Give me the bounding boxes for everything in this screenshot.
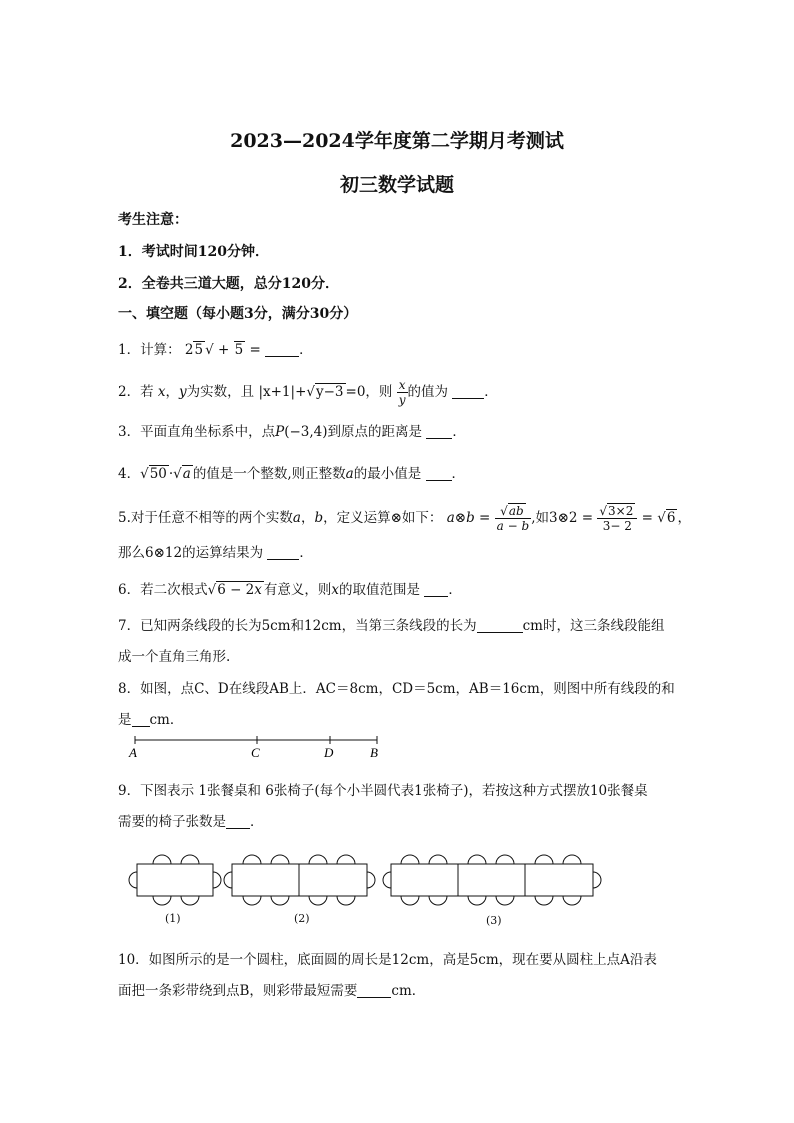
q2-after: ，则 xyxy=(365,384,393,400)
q3-tail: 到原点的距离是 xyxy=(327,424,423,440)
segment-figure xyxy=(125,733,395,759)
q2-tail: 的值为 xyxy=(407,384,448,400)
question-5: 5.对于任意不相等的两个实数a，b，定义运算⊗如下： a⊗b = $\frac{√ab}{a - b}$ ,如3⊗2 = $\frac{√3\times 2}{3- 2}$ = √6 ， xyxy=(118,504,691,533)
q3-answer-blank xyxy=(426,424,452,439)
q7-line1-tail: cm时，这三条线段能组 xyxy=(522,618,665,634)
q6-tail: 的取值范围是 xyxy=(339,582,421,598)
q6-mid: 有意义，则 xyxy=(263,582,332,598)
question-8: 8．如图，点C、D在线段AB上．AC＝8cm，CD＝5cm，AB＝16cm，则图中所有线段的和 xyxy=(118,681,675,697)
q9-line2: 需要的椅子张数是 xyxy=(118,814,226,830)
caption-3: (3) xyxy=(486,914,502,927)
q10-line2: 面把一条彩带绕到点B，则彩带最短需要 xyxy=(118,983,358,999)
q7-line1: 7．已知两条线段的长为5cm和12cm，当第三条线段的长为 xyxy=(118,618,477,634)
point-A-label: A xyxy=(129,745,137,759)
question-7-line-2: 成一个直角三角形. xyxy=(118,649,231,665)
q2-answer-blank xyxy=(452,384,484,399)
point-B-label: B xyxy=(370,745,378,759)
q3-pre: 3．平面直角坐标系中，点 xyxy=(118,424,276,440)
q5-ex: ,如 xyxy=(531,510,549,526)
question-10: 10．如图所示的是一个圆柱，底面圆的周长是12cm，高是5cm，现在要从圆柱上点A沿表 xyxy=(118,952,657,968)
q8-answer-blank xyxy=(132,712,150,727)
notice-heading: 考生注意： xyxy=(118,212,188,228)
question-3: 3．平面直角坐标系中，点P(−3,4)到原点的距离是 ． xyxy=(118,424,466,440)
exam-title: 2023—2024学年度第二学期月考测试 xyxy=(230,130,564,152)
q5-pre: 5.对于任意不相等的两个实数 xyxy=(118,510,293,526)
exam-subtitle: 初三数学试题 xyxy=(339,174,454,196)
q8-line2-tail: cm． xyxy=(149,712,184,728)
q4-tail: 的值是一个整数,则正整数 xyxy=(192,466,346,482)
question-5-line-2: 那么6⊗12的运算结果为 ． xyxy=(118,545,313,561)
caption-2: (2) xyxy=(294,912,310,925)
q6-pre: 6．若二次根式 xyxy=(118,582,208,598)
q4-answer-blank xyxy=(426,466,452,481)
q1-answer-blank xyxy=(265,342,299,357)
q4-pre: 4． xyxy=(118,466,141,482)
caption-1: (1) xyxy=(165,912,181,925)
q2-fraction: $\frac{x}{y}$ xyxy=(398,378,406,407)
q5-answer-blank xyxy=(267,545,299,560)
notice-item-2: 2．全卷共三道大题，总分120分． xyxy=(118,276,339,292)
q4-tail2: 的最小值是 xyxy=(353,466,422,482)
q5-line2: 那么6⊗12的运算结果为 xyxy=(118,545,264,561)
q7-answer-blank xyxy=(477,618,523,633)
q2-mid: 为实数，且 xyxy=(186,384,255,400)
notice-item-1: 1．考试时间120分钟． xyxy=(118,244,269,260)
q5-fraction-def: $\frac{√ab}{a - b}$ xyxy=(496,504,530,533)
q9-answer-blank xyxy=(226,814,250,829)
question-10-line-2 xyxy=(118,979,425,999)
question-6: 6．若二次根式√6 − 2x 有意义，则x的取值范围是 ． xyxy=(118,582,462,598)
tables-figure xyxy=(125,846,615,908)
q8-line2-pre: 是 xyxy=(118,712,132,728)
point-C-label: C xyxy=(251,745,260,759)
q10-line2-tail: cm． xyxy=(391,983,426,999)
q6-answer-blank xyxy=(424,582,448,597)
q2-pre: 2．若 xyxy=(118,384,154,400)
question-2: 2．若 x，y为实数，且 |x+1|+√y−3 =0，则 $\frac{x}{y}$ 的值为 ． xyxy=(118,378,498,407)
q5-mid: ，定义运算⊗如下： xyxy=(323,510,443,526)
q5-fraction-example: $\frac{√3\times 2}{3- 2}$ xyxy=(597,504,637,533)
question-9-line-2: 需要的椅子张数是 ． xyxy=(118,814,264,830)
question-1: 1．计算： 25 √ + 5 = ． xyxy=(118,342,313,358)
section-1-heading: 一、填空题（每小题3分，满分30分） xyxy=(118,306,358,322)
question-4: 4．√50 ·√a 的值是一个整数,则正整数a的最小值是 ． xyxy=(118,466,466,482)
question-7 xyxy=(118,614,664,634)
question-8-line-2 xyxy=(118,708,183,728)
q10-answer-blank xyxy=(357,983,391,998)
question-9: 9．下图表示 1张餐桌和 6张椅子(每个小半圆代表1张椅子)，若按这种方式摆放10张餐桌 xyxy=(118,783,648,799)
q1-text: 1．计算： xyxy=(118,342,181,358)
q1-expression: 25 √ + 5 = xyxy=(184,342,261,358)
point-D-label: D xyxy=(324,745,334,759)
